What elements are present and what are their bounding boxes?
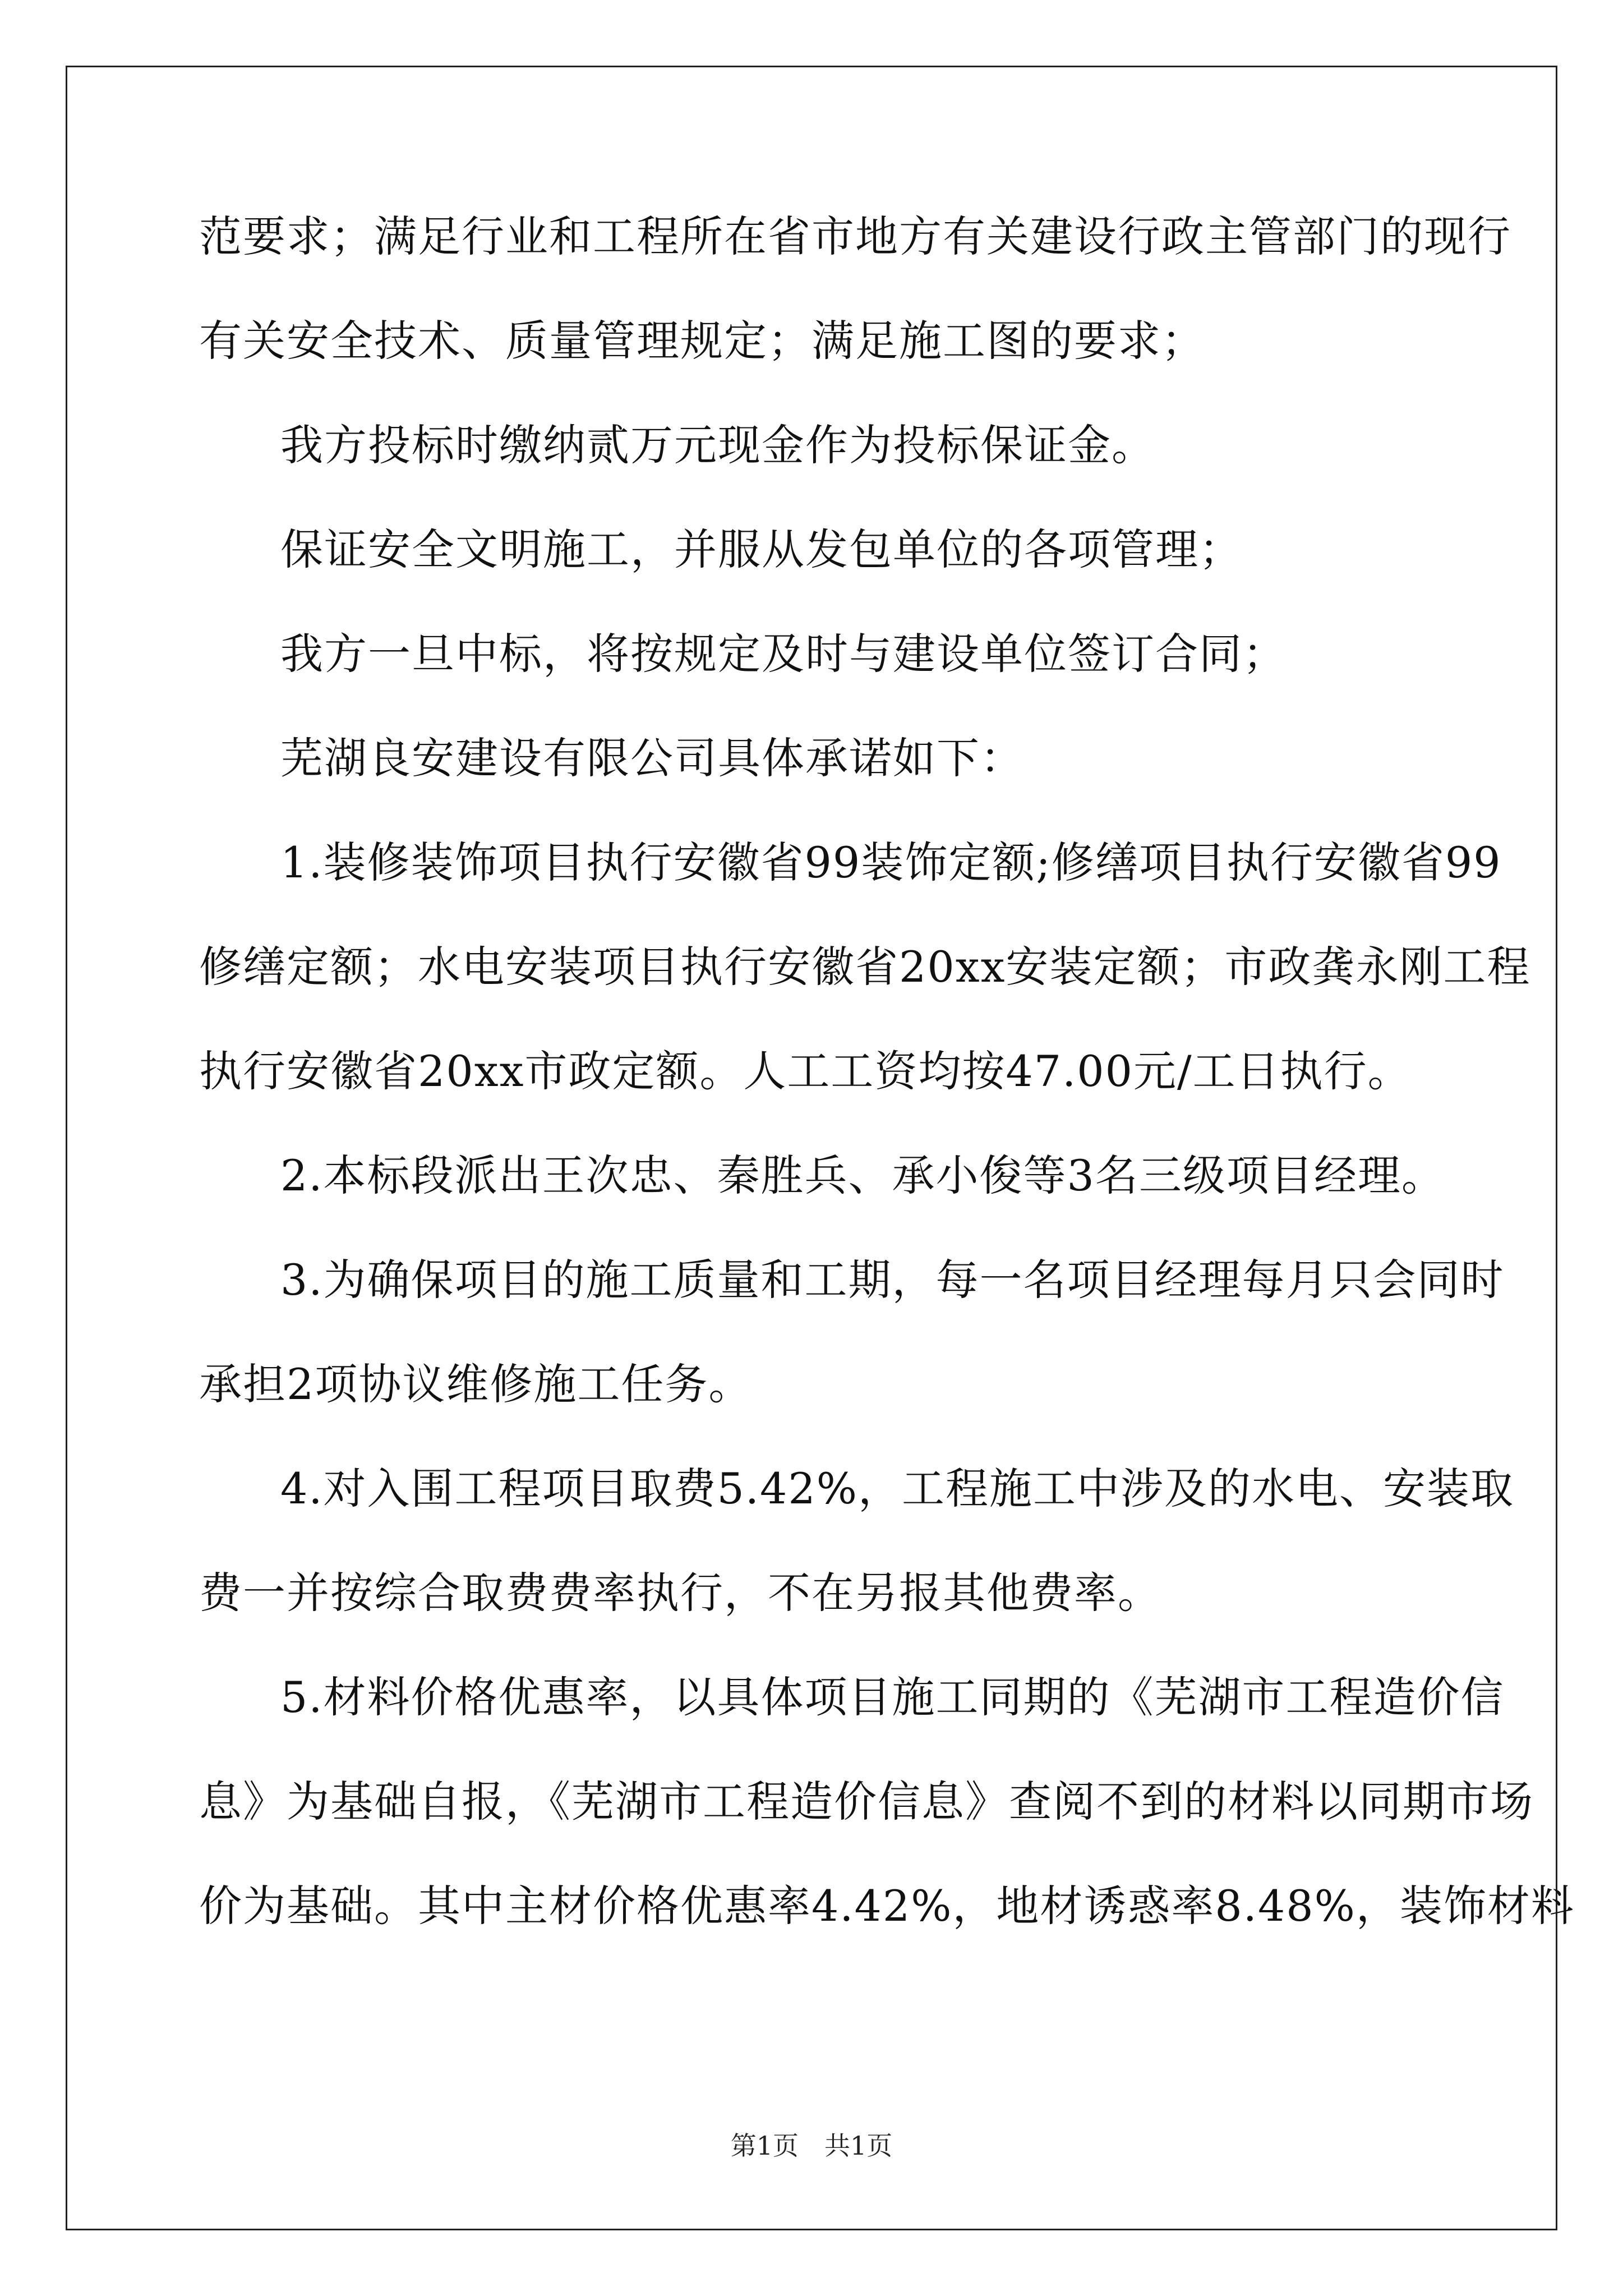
page-footer: 第1页 共1页 <box>730 2131 893 2161</box>
text-line: 我方一旦中标，将按规定及时与建设单位签订合同； <box>280 629 1287 679</box>
text-line: 5.材料价格优惠率，以具体项目施工同期的《芜湖市工程造价信 <box>280 1672 1505 1722</box>
text-line: 承担2项协议维修施工任务。 <box>199 1359 753 1409</box>
text-line: 有关安全技术、质量管理规定；满足施工图的要求； <box>199 316 1205 366</box>
text-line: 1.装修装饰项目执行安徽省99装饰定额;修缮项目执行安徽省99 <box>280 838 1502 887</box>
text-line: 价为基础。其中主材价格优惠率4.42%，地材诱惑率8.48%，装饰材料 <box>199 1881 1575 1931</box>
text-line: 息》为基础自报，《芜湖市工程造价信息》查阅不到的材料以同期市场 <box>199 1777 1534 1826</box>
text-line: 执行安徽省20xx市政定额。人工工资均按47.00元/工日执行。 <box>199 1046 1412 1096</box>
text-line: 保证安全文明施工，并服从发包单位的各项管理； <box>280 524 1243 574</box>
text-line: 修缮定额；水电安装项目执行安徽省20xx安装定额；市政龚永刚工程 <box>199 942 1531 992</box>
text-line: 芜湖良安建设有限公司具体承诺如下： <box>280 733 1024 783</box>
text-line: 范要求；满足行业和工程所在省市地方有关建设行政主管部门的现行 <box>199 211 1511 261</box>
text-line: 我方投标时缴纳贰万元现金作为投标保证金。 <box>280 420 1155 470</box>
text-line: 2.本标段派出王次忠、秦胜兵、承小俊等3名三级项目经理。 <box>280 1151 1445 1200</box>
text-line: 4.对入围工程项目取费5.42%，工程施工中涉及的水电、安装取 <box>280 1464 1514 1513</box>
text-line: 3.为确保项目的施工质量和工期，每一名项目经理每月只会同时 <box>280 1255 1505 1305</box>
text-line: 费一并按综合取费费率执行，不在另报其他费率。 <box>199 1568 1161 1618</box>
